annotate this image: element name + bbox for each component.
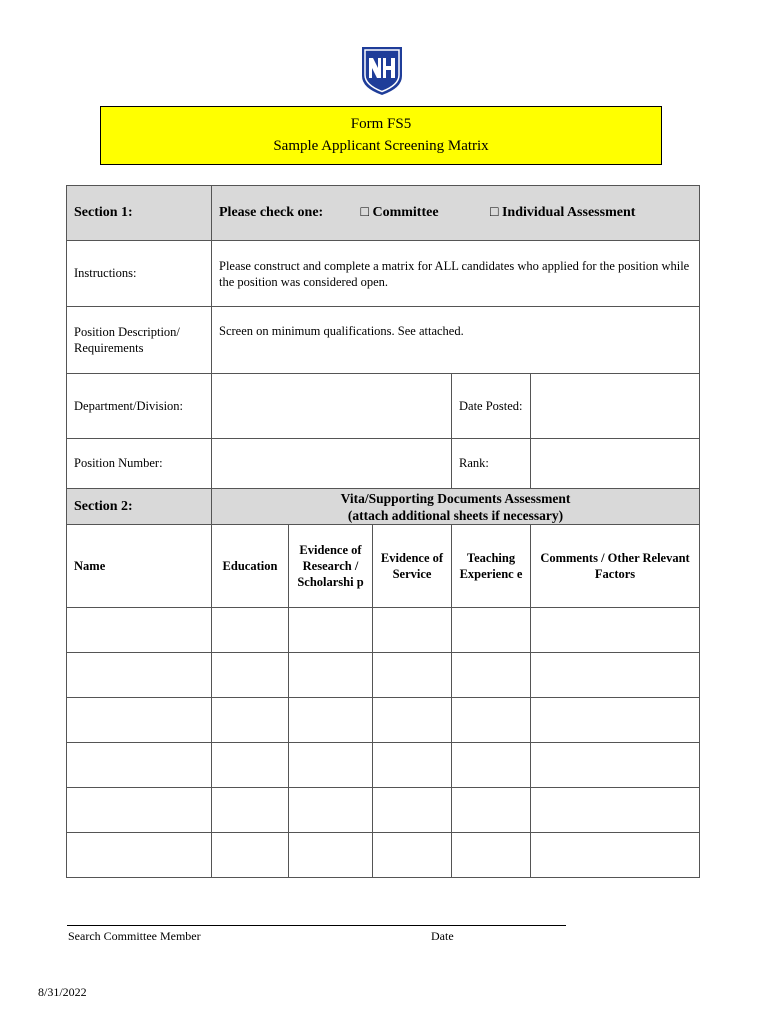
- comments-cell[interactable]: [531, 608, 700, 653]
- section2-heading-line2: (attach additional sheets if necessary): [347, 507, 564, 523]
- education-cell[interactable]: [212, 788, 289, 833]
- instructions-text: Please construct and complete a matrix for ALL candidates who applied for the position while the position was considered open.: [212, 241, 700, 307]
- teaching-cell[interactable]: [452, 698, 531, 743]
- service-column-header: Evidence of Service: [373, 525, 452, 608]
- section2-heading: [212, 489, 700, 525]
- date-posted-label: Date Posted:: [452, 374, 531, 439]
- department-field[interactable]: [212, 374, 452, 439]
- department-label: Department/Division:: [67, 374, 212, 439]
- form-title: Sample Applicant Screening Matrix: [273, 138, 489, 154]
- service-cell[interactable]: [373, 698, 452, 743]
- name-cell[interactable]: [67, 608, 212, 653]
- position-description-label: Position Description/ Requirements: [67, 307, 212, 374]
- section2-label: Section 2:: [67, 489, 212, 525]
- form-title-box: [100, 106, 662, 165]
- comments-cell[interactable]: [531, 698, 700, 743]
- candidate-row: [67, 743, 700, 788]
- name-cell[interactable]: [67, 698, 212, 743]
- instructions-row: [67, 241, 700, 307]
- education-cell[interactable]: [212, 608, 289, 653]
- comments-cell[interactable]: [531, 743, 700, 788]
- research-cell[interactable]: [289, 833, 373, 878]
- teaching-cell[interactable]: [452, 833, 531, 878]
- candidate-row: [67, 788, 700, 833]
- comments-cell[interactable]: [531, 653, 700, 698]
- education-cell[interactable]: [212, 653, 289, 698]
- screening-matrix-table: [66, 185, 700, 878]
- signature-line: [67, 925, 566, 926]
- teaching-cell[interactable]: [452, 608, 531, 653]
- research-cell[interactable]: [289, 788, 373, 833]
- position-number-row: [67, 439, 700, 489]
- education-cell[interactable]: [212, 833, 289, 878]
- teaching-cell[interactable]: [452, 653, 531, 698]
- service-cell[interactable]: [373, 788, 452, 833]
- research-cell[interactable]: [289, 698, 373, 743]
- check-one-cell: [212, 186, 700, 241]
- teaching-column-header: Teaching Experienc e: [452, 525, 531, 608]
- research-cell[interactable]: [289, 653, 373, 698]
- comments-column-header: Comments / Other Relevant Factors: [531, 525, 700, 608]
- committee-member-label: Search Committee Member: [68, 929, 201, 943]
- name-cell[interactable]: [67, 743, 212, 788]
- committee-checkbox[interactable]: □ Committee: [360, 205, 439, 220]
- name-cell[interactable]: [67, 833, 212, 878]
- teaching-cell[interactable]: [452, 788, 531, 833]
- service-cell[interactable]: [373, 833, 452, 878]
- service-cell[interactable]: [373, 608, 452, 653]
- rank-field[interactable]: [531, 439, 700, 489]
- comments-cell[interactable]: [531, 833, 700, 878]
- comments-cell[interactable]: [531, 788, 700, 833]
- research-cell[interactable]: [289, 743, 373, 788]
- education-column-header: Education: [212, 525, 289, 608]
- date-posted-field[interactable]: [531, 374, 700, 439]
- service-cell[interactable]: [373, 653, 452, 698]
- name-cell[interactable]: [67, 788, 212, 833]
- unh-logo-icon: [361, 46, 403, 96]
- teaching-cell[interactable]: [452, 743, 531, 788]
- position-description-row: [67, 307, 700, 374]
- section1-label: Section 1:: [67, 186, 212, 241]
- department-row: [67, 374, 700, 439]
- signature-date-label: Date: [431, 929, 454, 943]
- research-cell[interactable]: [289, 608, 373, 653]
- section2-header-row: [67, 489, 700, 525]
- position-description-text: Screen on minimum qualifications. See attached.: [212, 307, 700, 374]
- section2-heading-line1: Vita/Supporting Documents Assessment: [340, 490, 571, 506]
- education-cell[interactable]: [212, 743, 289, 788]
- check-prompt: Please check one:: [219, 205, 324, 220]
- footer-date: 8/31/2022: [38, 985, 87, 999]
- candidate-row: [67, 608, 700, 653]
- name-column-header: Name: [67, 525, 212, 608]
- service-cell[interactable]: [373, 743, 452, 788]
- form-number: Form FS5: [350, 116, 412, 132]
- individual-assessment-checkbox[interactable]: □ Individual Assessment: [490, 205, 636, 220]
- column-header-row: [67, 525, 700, 608]
- position-number-label: Position Number:: [67, 439, 212, 489]
- education-cell[interactable]: [212, 698, 289, 743]
- candidate-row: [67, 653, 700, 698]
- position-number-field[interactable]: [212, 439, 452, 489]
- name-cell[interactable]: [67, 653, 212, 698]
- candidate-row: [67, 833, 700, 878]
- research-column-header: Evidence of Research / Scholarshi p: [289, 525, 373, 608]
- instructions-label: Instructions:: [67, 241, 212, 307]
- candidate-row: [67, 698, 700, 743]
- rank-label: Rank:: [452, 439, 531, 489]
- candidate-rows: [67, 608, 700, 878]
- section1-header-row: [67, 186, 700, 241]
